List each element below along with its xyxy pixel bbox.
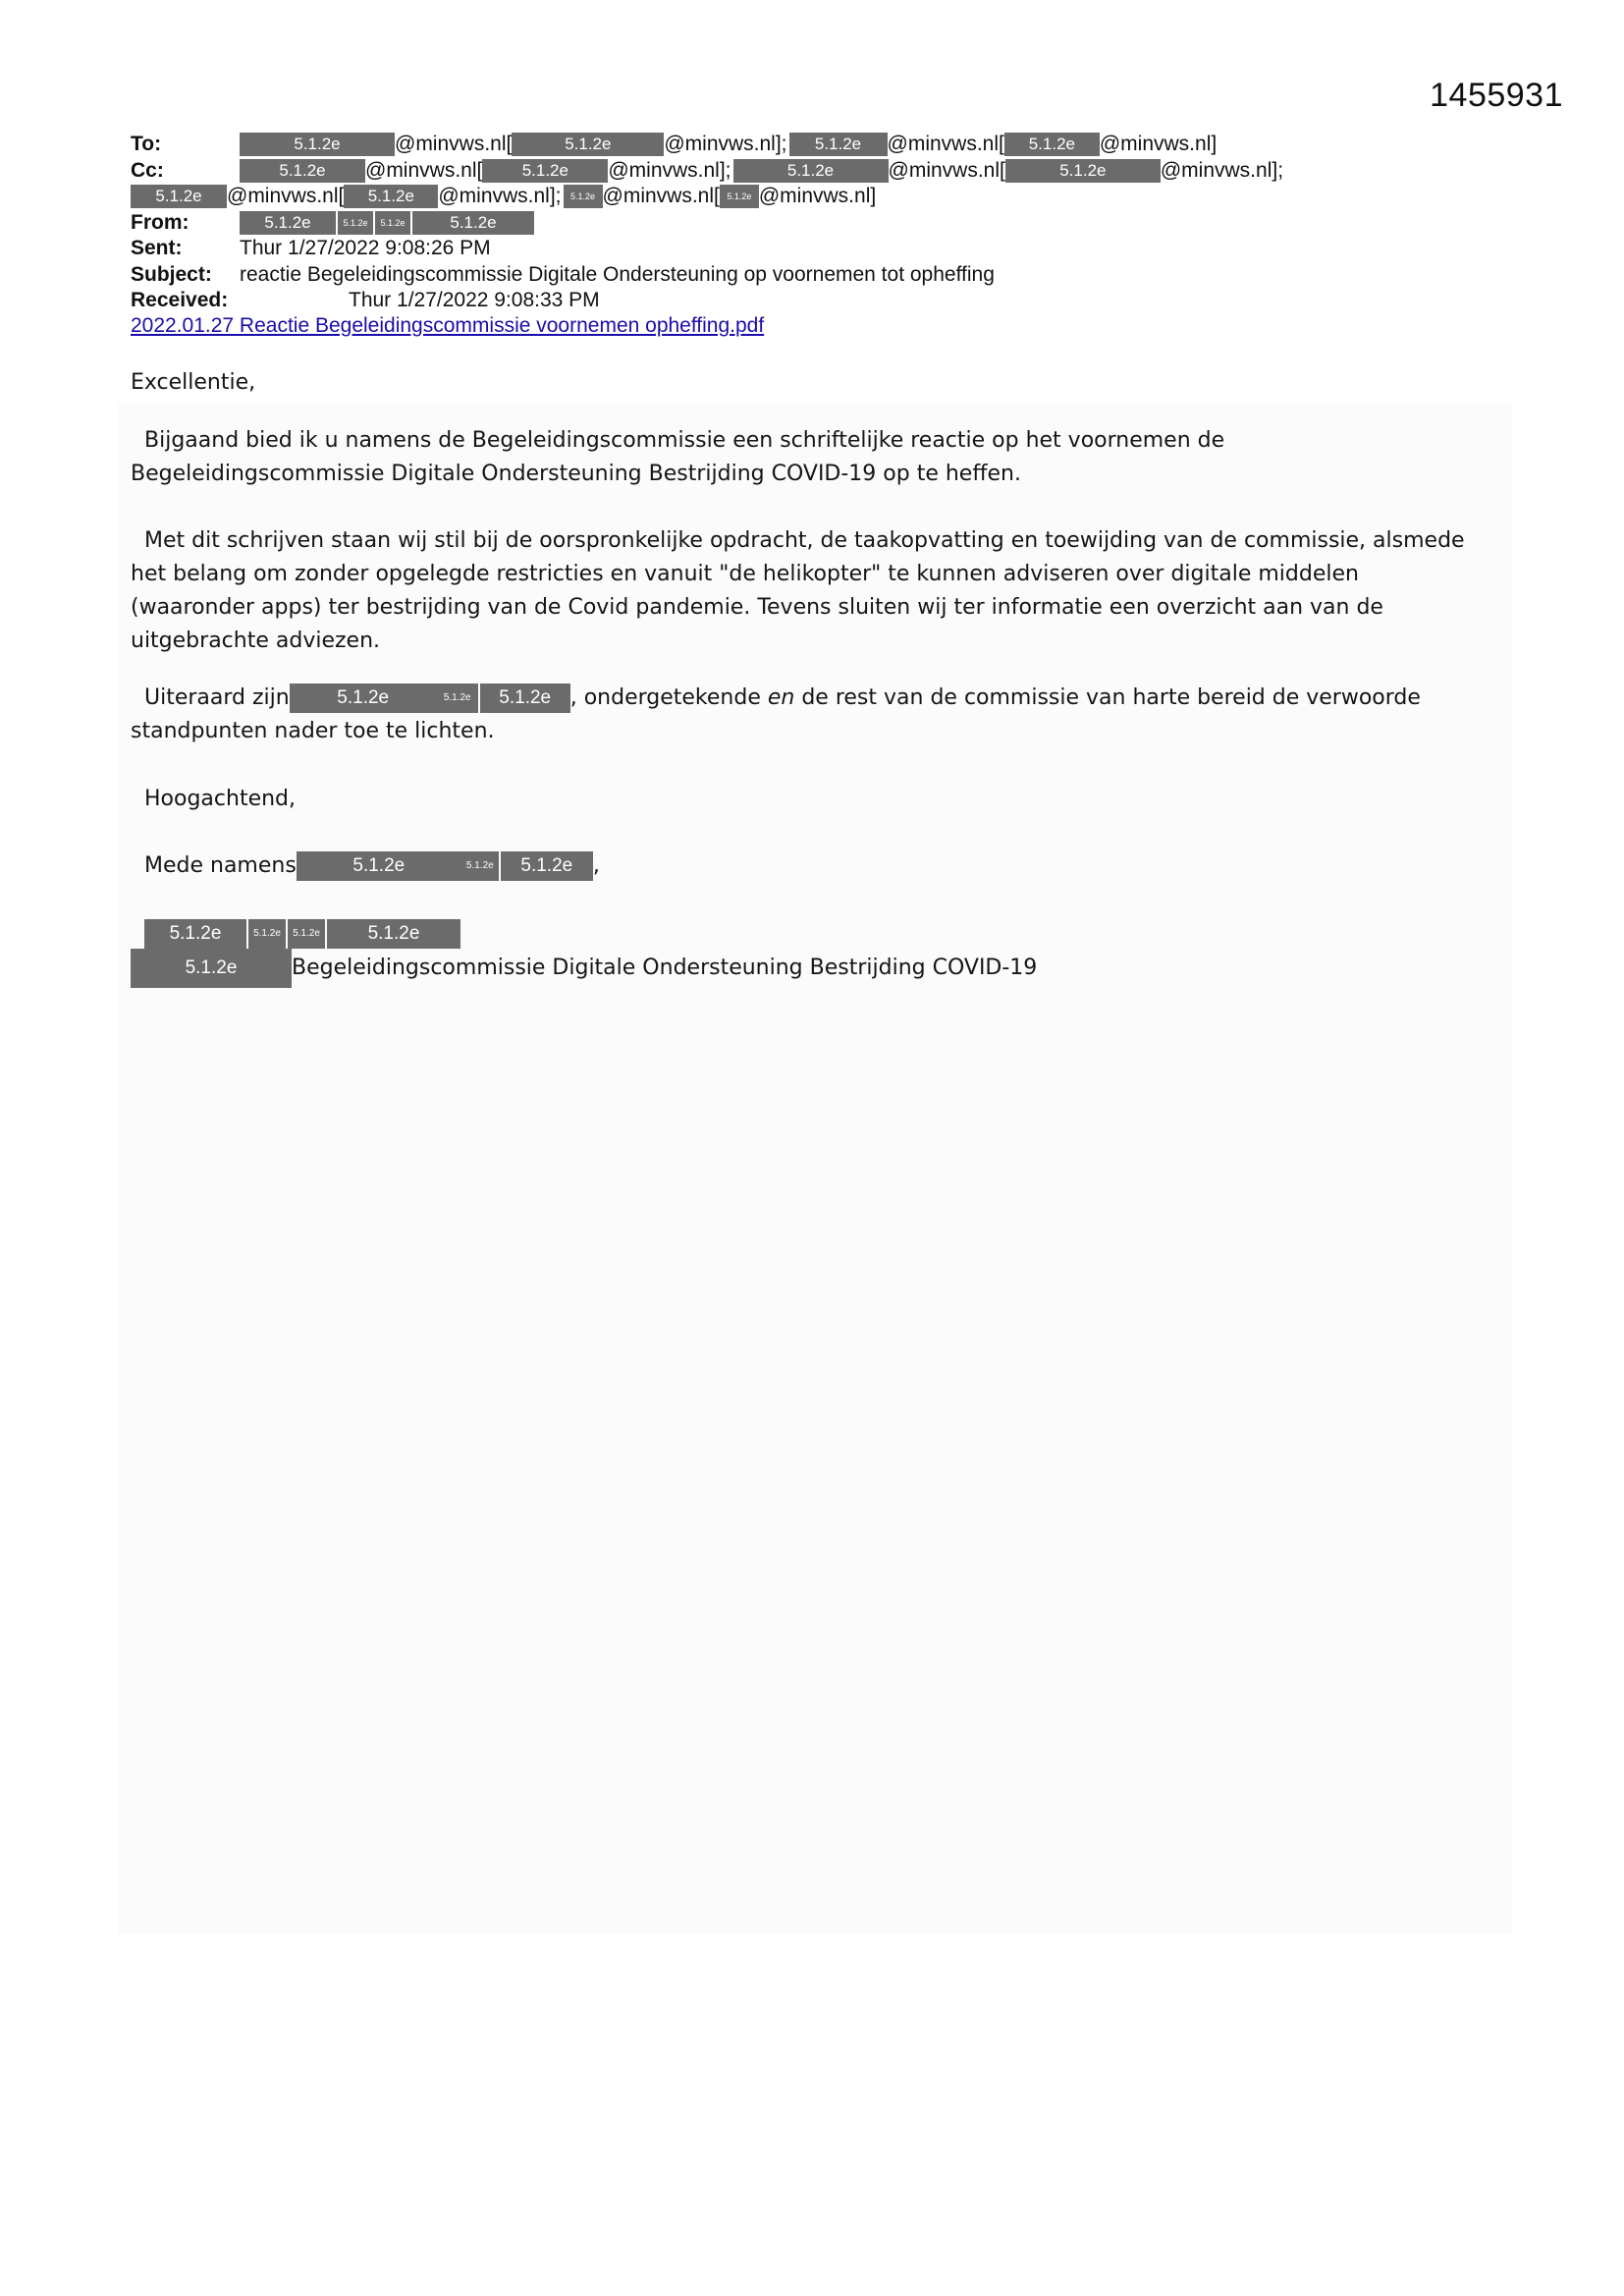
redaction: 5.1.2e — [338, 211, 373, 235]
sent-label: Sent: — [131, 237, 183, 259]
email-header — [131, 132, 1544, 314]
redaction: 5.1.2e — [501, 851, 593, 881]
received-row — [131, 288, 1544, 314]
received-value: Thur 1/27/2022 9:08:33 PM — [349, 289, 600, 311]
redaction: 5.1.2e — [1004, 133, 1100, 156]
salutation-text: Excellentie, — [131, 370, 256, 395]
redaction: 5.1.2e — [412, 211, 534, 235]
redaction: 5.1.2e — [144, 919, 246, 949]
redaction: 5.1.2e — [512, 133, 664, 156]
attachment-link[interactable]: 2022.01.27 Reactie Begeleidingscommissie voornemen opheffing.pdf — [131, 314, 765, 337]
paragraph-emphasis: en — [767, 685, 795, 710]
closing-text: Hoogachtend, — [144, 787, 297, 811]
redaction: 5.1.2e — [480, 683, 570, 713]
paragraph-3 — [131, 682, 1525, 748]
redaction: 5.1.2e — [327, 919, 460, 949]
redaction: 5.1.2e — [131, 949, 292, 988]
subject-label: Subject: — [131, 262, 212, 286]
subject-value: reactie Begeleidingscommissie Digitale Ondersteuning op voornemen tot opheffing — [240, 262, 995, 286]
redaction: 5.1.2e — [240, 133, 395, 156]
email-domain: @minvws.nl] — [1099, 133, 1218, 155]
paragraph-text: uitgebrachte adviezen. — [131, 629, 380, 653]
comma-text: , — [592, 853, 600, 878]
sent-row — [131, 236, 1544, 262]
received-label: Received: — [131, 289, 229, 311]
from-label: From: — [131, 210, 189, 234]
salutation — [131, 366, 1525, 400]
mede-namens-text: Mede namens — [144, 853, 297, 878]
redaction: 5.1.2e — [720, 185, 759, 208]
email-domain: @minvws.nl[ — [227, 185, 345, 207]
to-row — [131, 132, 1544, 158]
signature — [131, 917, 1525, 986]
redaction: 5.1.2e — [297, 851, 461, 881]
email-domain: @minvws.nl[ — [887, 133, 1004, 155]
email-domain: @minvws.nl[ — [888, 158, 1005, 182]
paragraph-text: de rest van de commissie van harte bereid de verwoorde — [794, 685, 1421, 710]
from-row — [131, 210, 1544, 237]
email-domain: @minvws.nl]; — [608, 158, 731, 182]
redaction: 5.1.2e — [344, 185, 438, 208]
paragraph-text: (waaronder apps) ter bestrijding van de Covid pandemie. Tevens sluiten wij ter informatie een overzicht aan van de — [131, 595, 1383, 620]
paragraph-text: Met dit schrijven staan wij stil bij de oorspronkelijke opdracht, de taakopvatting en toewijding van de commissie, alsmede — [144, 528, 1465, 553]
redaction: 5.1.2e — [461, 851, 499, 881]
redaction: 5.1.2e — [482, 159, 608, 183]
redaction: 5.1.2e — [240, 159, 365, 183]
redaction: 5.1.2e — [375, 211, 410, 235]
subject-row — [131, 262, 1544, 289]
co-signers — [131, 849, 1525, 883]
redaction: 5.1.2e — [733, 159, 889, 183]
paragraph-text: Uiteraard zijn — [144, 685, 290, 710]
email-domain: @minvws.nl]; — [1160, 158, 1284, 182]
cc-row — [131, 158, 1544, 185]
redaction: 5.1.2e — [437, 683, 478, 713]
paragraph-text: Begeleidingscommissie Digitale Ondersteuning Bestrijding COVID-19 op te heffen. — [131, 462, 1021, 486]
email-domain: @minvws.nl[ — [602, 185, 720, 207]
document-number: 1455931 — [1430, 77, 1563, 114]
paragraph-text: , ondergetekende — [569, 685, 768, 710]
redaction: 5.1.2e — [1005, 159, 1161, 183]
email-domain: @minvws.nl[ — [365, 158, 483, 182]
redaction: 5.1.2e — [789, 133, 888, 156]
closing — [131, 783, 1525, 816]
paragraph-2 — [131, 524, 1525, 658]
redaction: 5.1.2e — [131, 185, 227, 208]
redaction: 5.1.2e — [288, 919, 325, 949]
redaction: 5.1.2e — [248, 919, 286, 949]
cc-row-continued — [131, 184, 1544, 210]
paragraph-1 — [131, 424, 1525, 491]
paragraph-text: Bijgaand bied ik u namens de Begeleidingscommissie een schriftelijke reactie op het voornemen de — [144, 428, 1225, 453]
email-domain: @minvws.nl]; — [664, 133, 787, 155]
redaction: 5.1.2e — [290, 683, 437, 713]
signature-organization: Begeleidingscommissie Digitale Ondersteuning Bestrijding COVID-19 — [292, 956, 1038, 980]
email-domain: @minvws.nl]; — [438, 185, 562, 207]
paragraph-text: het belang om zonder opgelegde restricties en vanuit "de helikopter" te kunnen adviseren over digitale middelen — [131, 562, 1359, 586]
cc-label: Cc: — [131, 158, 164, 182]
sent-value: Thur 1/27/2022 9:08:26 PM — [240, 237, 491, 259]
redaction: 5.1.2e — [564, 185, 603, 208]
to-label: To: — [131, 133, 162, 155]
email-domain: @minvws.nl] — [758, 185, 877, 207]
redaction: 5.1.2e — [240, 211, 336, 235]
email-domain: @minvws.nl[ — [395, 133, 513, 155]
paragraph-text: standpunten nader toe te lichten. — [131, 719, 495, 743]
